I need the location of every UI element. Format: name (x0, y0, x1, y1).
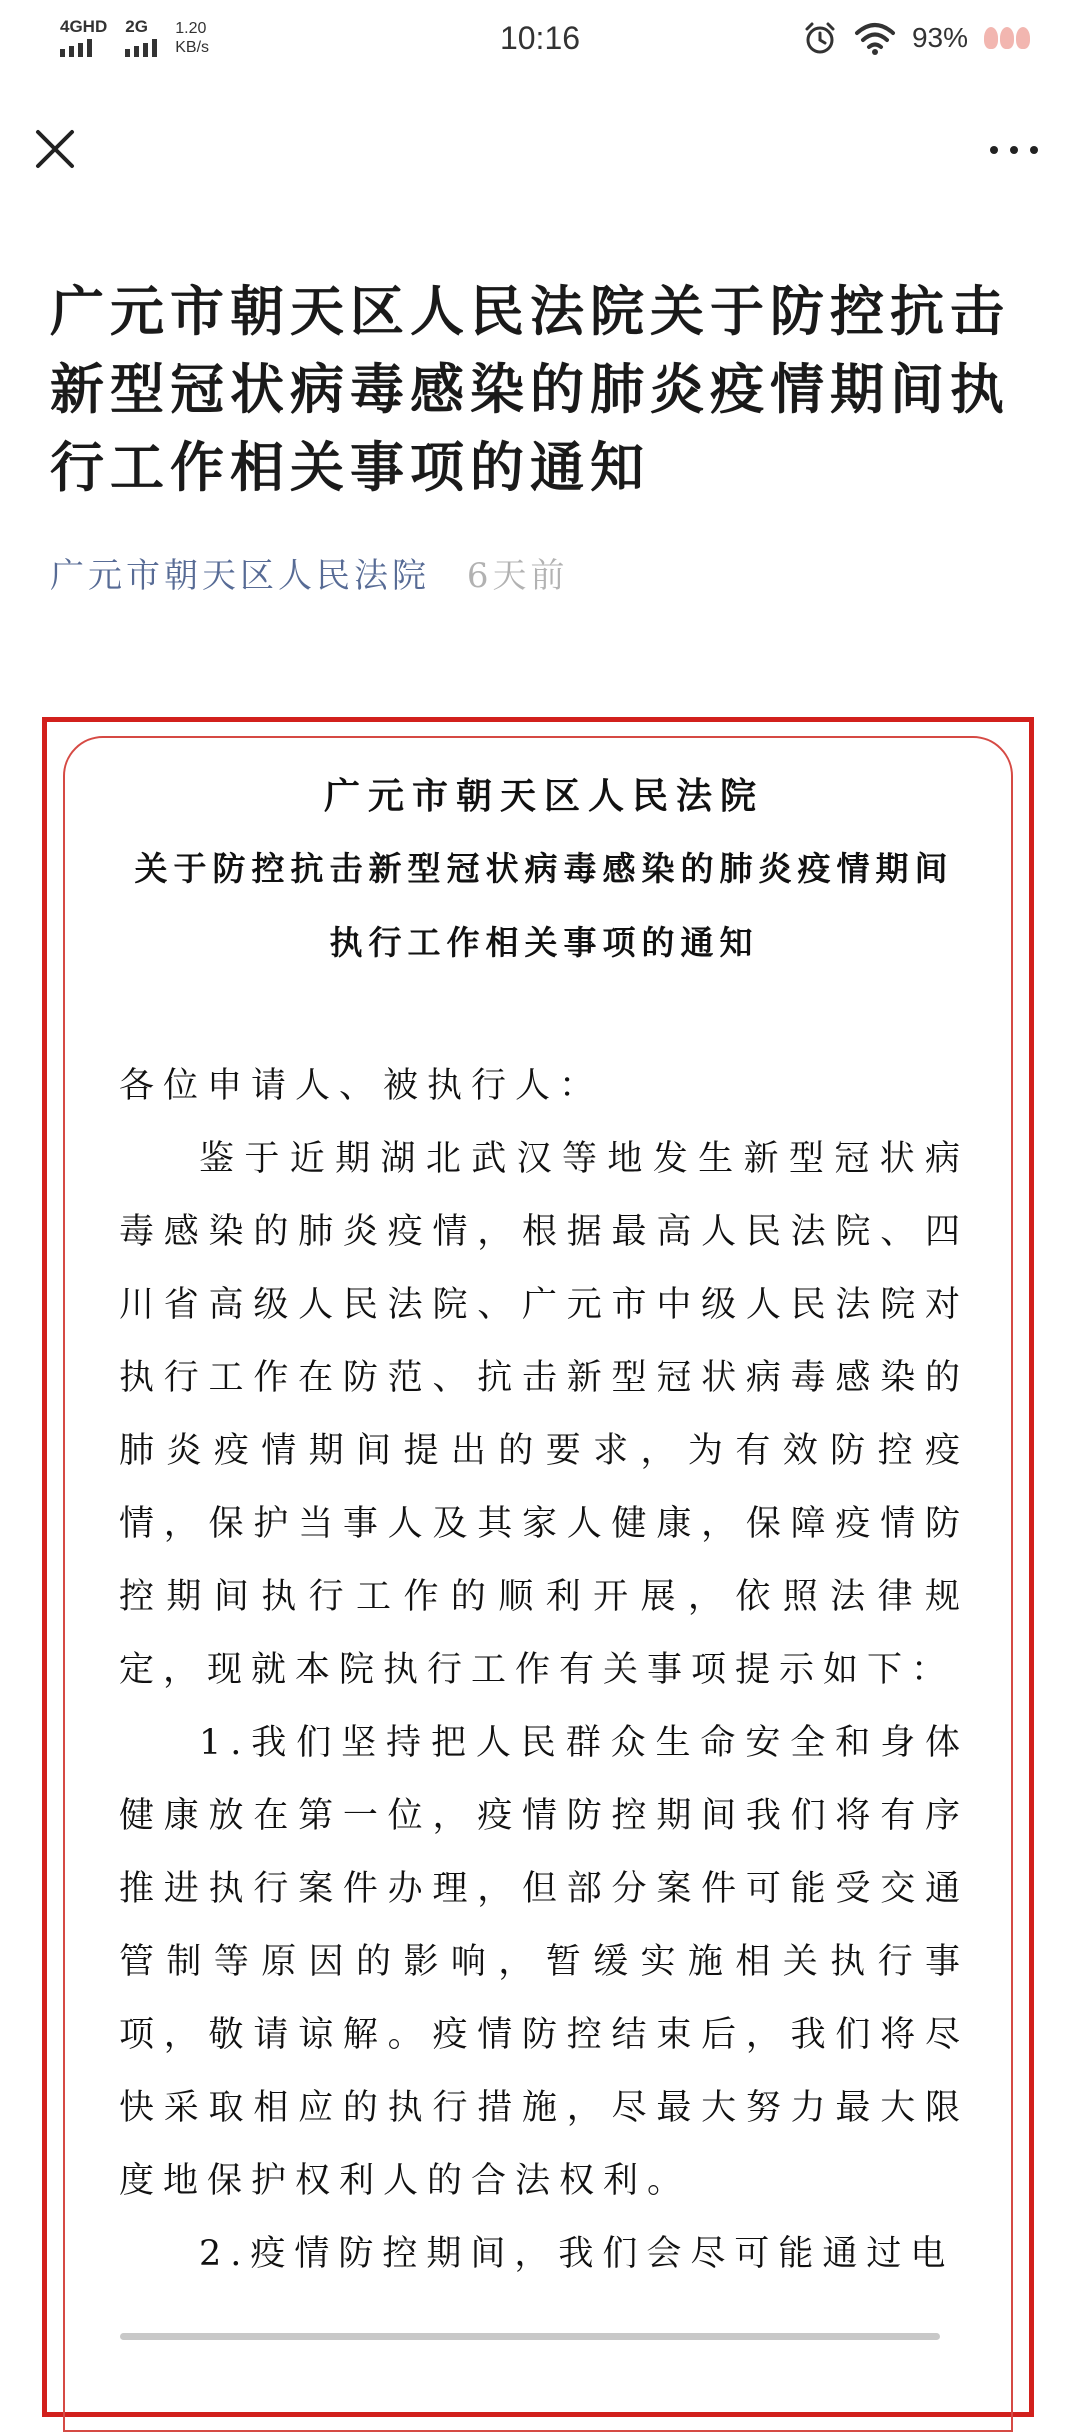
network-4g-label: 4GHD (60, 17, 108, 36)
wifi-icon (854, 21, 896, 55)
document-paragraph: 鉴于近期湖北武汉等地发生新型冠状病毒感染的肺炎疫情，根据最高人民法院、四川省高级人民法院、广元市中级人民法院对执行工作在防范、抗击新型冠状病毒感染的肺炎疫情期间提出的要求，为有效防控疫情，保护当事人及其家人健康，保障疫情防控期间执行工作的顺利开展，依照法律规定，现就本院执行工作有关事项提示如下： (119, 1139, 969, 1690)
document-frame (42, 717, 1034, 2417)
document-subheading: 关于防控抗击新型冠状病毒感染的肺炎疫情期间执行工作相关事项的通知 (134, 849, 954, 962)
network-2g-label: 2G (125, 17, 148, 36)
close-button[interactable] (30, 124, 80, 174)
document-heading: 广元市朝天区人民法院 (323, 775, 764, 817)
document-content (119, 760, 969, 2291)
document-spacer (119, 980, 969, 1050)
article-source-link[interactable]: 广元市朝天区人民法院 (50, 556, 430, 596)
network-speed-unit: KB/s (175, 39, 210, 56)
status-bar (0, 0, 1080, 84)
more-options-button[interactable] (984, 130, 1044, 170)
network-speed-value: 1.20 (175, 20, 207, 37)
article-title: 广元市朝天区人民法院关于防控抗击新型冠状病毒感染的肺炎疫情期间执行工作相关事项的通知 (50, 279, 1010, 499)
alarm-icon (802, 20, 838, 56)
document-paragraph: 1.我们坚持把人民群众生命安全和身体健康放在第一位，疫情防控期间我们将有序推进执行案件办理，但部分案件可能受交通管制等原因的影响，暂缓实施相关执行事项，敬请谅解。疫情防控结束后，我们将尽快采取相应的执行措施，尽最大努力最大限度地保护权利人的合法权利。 (119, 1723, 969, 2201)
document-salutation: 各位申请人、被执行人： (119, 1066, 604, 1106)
document-paragraph: 2.疫情防控期间，我们会尽可能通过电 (199, 2234, 955, 2274)
status-time: 10:16 (499, 20, 581, 56)
battery-flower-icon (984, 27, 1030, 49)
status-right (802, 20, 1030, 56)
more-icon (984, 130, 1044, 170)
article-meta (50, 548, 568, 597)
close-icon (30, 124, 80, 174)
battery-percent: 93% (911, 22, 968, 53)
article-time: 6天前 (466, 556, 569, 596)
scroll-indicator (120, 2333, 940, 2340)
